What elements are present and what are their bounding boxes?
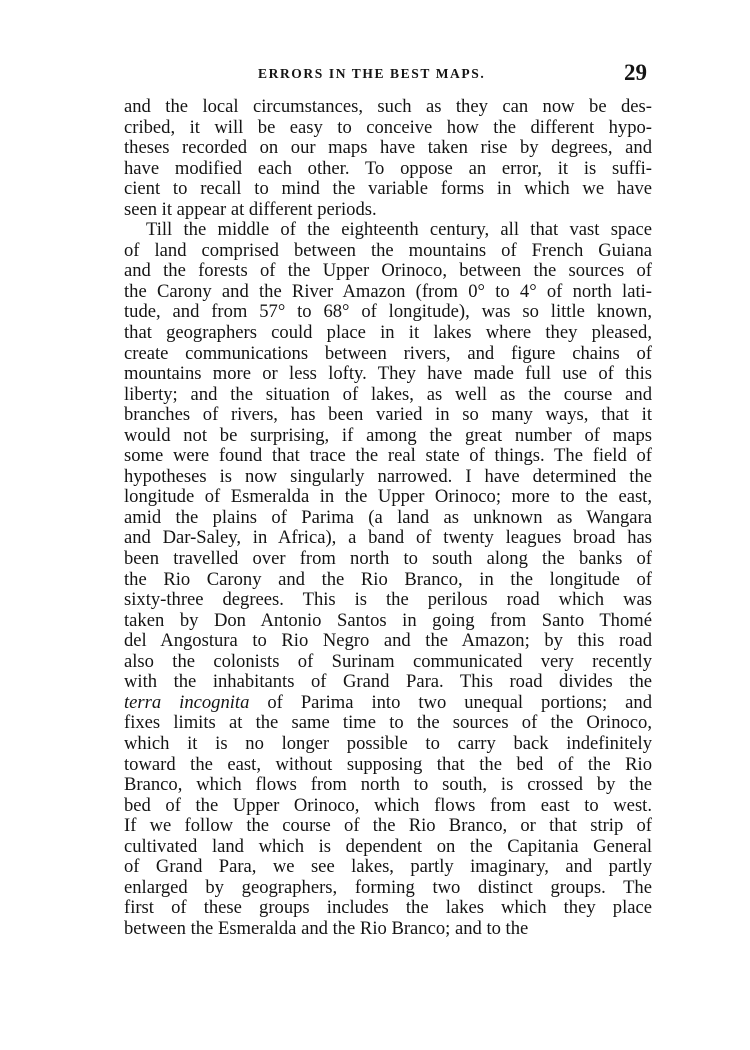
text-line: create communications between rivers, and figure chains of <box>124 342 652 364</box>
text-line: enlarged by geographers, forming two distinct groups. The <box>124 876 652 898</box>
text-line: cribed, it will be easy to conceive how the different hypo- <box>124 116 652 138</box>
text-line: tude, and from 57° to 68° of longitude), was so little known, <box>124 301 652 323</box>
text-line: and the local circumstances, such as they can now be des- <box>124 96 652 117</box>
text-line: liberty; and the situation of lakes, as well as the course and <box>124 383 652 405</box>
text-line: between the Esmeralda and the Rio Branco; and to the <box>124 917 529 939</box>
text-line: some were found that trace the real state of things. The field of <box>124 445 652 467</box>
text-line: del Angostura to Rio Negro and the Amazon; by this road <box>124 630 652 652</box>
text-line: and the forests of the Upper Orinoco, between the sources of <box>124 260 652 282</box>
text-line: sixty-three degrees. This is the perilous road which was <box>124 589 652 611</box>
paragraph <box>124 97 652 220</box>
running-title: ERRORS IN THE BEST MAPS. <box>258 66 486 81</box>
text-line: taken by Don Antonio Santos in going from Santo Thomé <box>124 609 652 631</box>
text-line: of land comprised between the mountains of French Guiana <box>124 239 652 261</box>
text-line: of Grand Para, we see lakes, partly imaginary, and partly <box>124 856 652 878</box>
text-line: branches of rivers, has been varied in so many ways, that it <box>124 404 652 426</box>
text-line: Till the middle of the eighteenth century, all that vast space <box>146 219 652 241</box>
text-line: cient to recall to mind the variable forms in which we have <box>124 178 652 200</box>
text-line: which it is no longer possible to carry back indefinitely <box>124 732 652 754</box>
text-line: amid the plains of Parima (a land as unknown as Wangara <box>124 506 652 528</box>
text-line: theses recorded on our maps have taken rise by degrees, and <box>124 137 652 159</box>
text-line: toward the east, without supposing that the bed of the Rio <box>124 753 652 775</box>
body-text <box>124 97 652 939</box>
text-line: with the inhabitants of Grand Para. This road divides the <box>124 671 652 693</box>
text-line: would not be surprising, if among the great number of maps <box>124 424 652 446</box>
text-line: the Carony and the River Amazon (from 0° to 4° of north lati- <box>124 280 652 302</box>
text-line: first of these groups includes the lakes which they place <box>124 897 652 919</box>
text-line: been travelled over from north to south along the banks of <box>124 548 652 570</box>
text-line: the Rio Carony and the Rio Branco, in the longitude of <box>124 568 652 590</box>
text-line: hypotheses is now singularly narrowed. I have determined the <box>124 465 652 487</box>
text-line: fixes limits at the same time to the sources of the Orinoco, <box>124 712 652 734</box>
paragraph <box>124 220 652 939</box>
text-line: mountains more or less lofty. They have made full use of this <box>124 363 652 385</box>
text-line: terra incognita of Parima into two unequal portions; and <box>124 691 652 713</box>
running-head <box>0 60 750 90</box>
text-line: longitude of Esmeralda in the Upper Orinoco; more to the east, <box>124 486 652 508</box>
text-line: Branco, which flows from north to south, is crossed by the <box>124 774 652 796</box>
text-line: also the colonists of Surinam communicated very recently <box>124 650 652 672</box>
text-line: cultivated land which is dependent on the Capitania General <box>124 835 652 857</box>
text-line: have modified each other. To oppose an error, it is suffi- <box>124 157 652 179</box>
text-line: seen it appear at different periods. <box>124 198 377 220</box>
text-line: and Dar-Saley, in Africa), a band of twenty leagues broad has <box>124 527 652 549</box>
text-line: that geographers could place in it lakes where they pleased, <box>124 322 652 344</box>
text-line: If we follow the course of the Rio Branco, or that strip of <box>124 815 652 837</box>
page-number: 29 <box>624 60 647 85</box>
text-line: bed of the Upper Orinoco, which flows from east to west. <box>124 794 652 816</box>
italic-phrase: terra incognita <box>124 691 250 713</box>
